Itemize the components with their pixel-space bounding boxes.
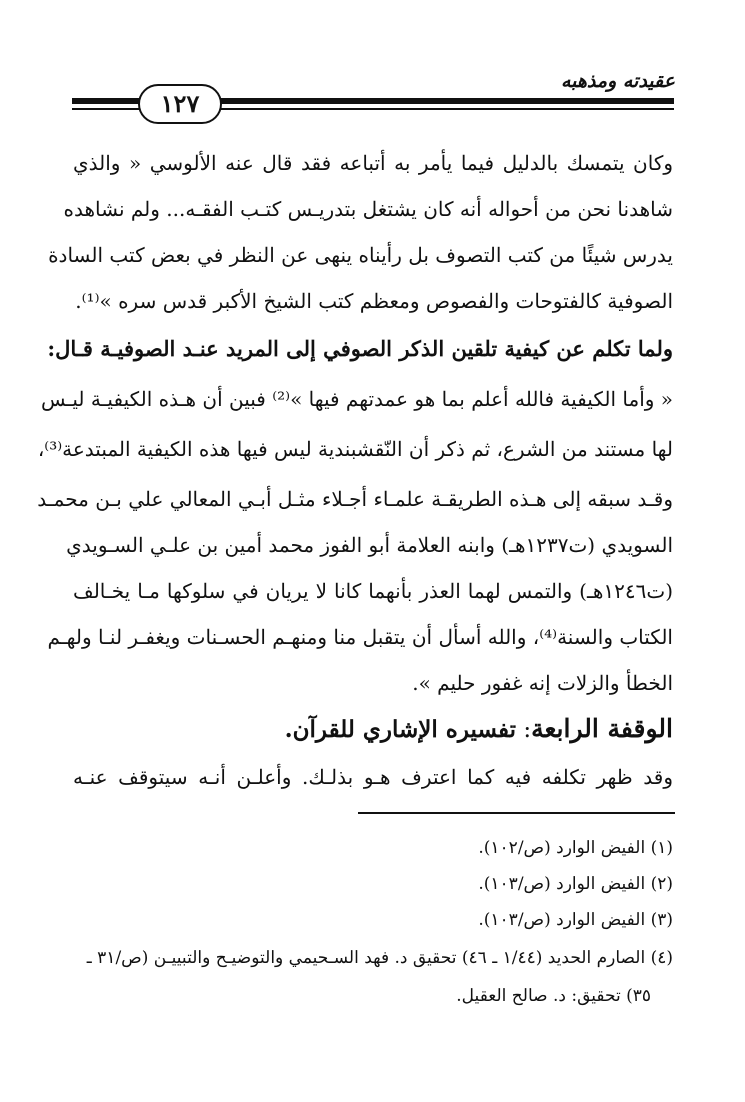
header-rule-right-thin [214,108,674,110]
body-line: لها مستند من الشرع، ثم ذكر أن النّقشبندية ليس فيها هذه الكيفية المبتدعة⁽³⁾، [37,437,673,461]
footnote: (٣) الفيض الوارد (ص/١٠٣). [478,910,673,930]
body-line: يدرس شيئًا من كتب التصوف بل رأيناه ينهى عن النظر في بعض كتب السادة [48,243,673,267]
body-line-bold: ولما تكلم عن كيفية تلقين الذكر الصوفي إلى المريد عنـد الصوفيـة قـال: [47,336,673,361]
body-line: شاهدنا نحن من أحواله أنه كان يشتغل بتدريـس كتـب الفقـه... ولم نشاهده [63,197,673,221]
section-heading [73,709,673,749]
body-line: (ت١٢٤٦هـ) والتمس لهما العذر بأنهما كانا لا يريان في سلوكها مـا يخـالف [73,579,673,603]
footnote-separator [358,812,675,814]
section-separator: : [516,717,532,743]
header-rule-right [214,98,674,104]
section-title: تفسيره الإشاري للقرآن. [284,716,517,743]
page-number: ١٢٧ [138,84,222,124]
footnote: (٢) الفيض الوارد (ص/١٠٣). [478,874,673,894]
body-line: وكان يتمسك بالدليل فيما يأمر به أتباعه فقد قال عنه الألوسي « والذي [73,151,673,175]
body-line: السويدي (ت١٢٣٧هـ) وابنه العلامة أبو الفوز محمد أمين بن علـي السـويدي [66,533,673,557]
body-line: الخطأ والزلات إنه غفور حليم ». [412,671,673,695]
body-line: الكتاب والسنة⁽⁴⁾، والله أسأل أن يتقبل منا ومنهـم الحسـنات ويغفـر لنـا ولهـم [47,625,673,649]
body-line: وقـد سبقه إلى هـذه الطريقـة علمـاء أجـلاء مثـل أبـي المعالي علي بـن محمـد [37,487,673,511]
running-title: عقيدته ومذهبه [560,70,675,92]
header-rule-left [72,98,142,104]
footnote: (١) الفيض الوارد (ص/١٠٢). [478,838,673,858]
section-label: الوقفة الرابعة [531,714,673,743]
body-line: « وأما الكيفية فالله أعلم بما هو عمدتهم فيها »⁽²⁾ فبين أن هـذه الكيفيـة ليـس [40,387,673,411]
footnote: (٤) الصارم الحديد (١/٤٤ ـ ٤٦) تحقيق د. فهد السـحيمي والتوضيـح والتبييـن (ص/٣١ ـ [86,948,673,968]
body-line: وقد ظهر تكلفه فيه كما اعترف هـو بذلـك. وأعلـن أنـه سيتوقف عنـه [73,765,673,789]
header-rule-left-thin [72,108,142,110]
body-line: الصوفية كالفتوحات والفصوص ومعظم كتب الشيخ الأكبر قدس سره »⁽¹⁾. [75,289,673,313]
footnote-continuation: ٣٥) تحقيق: د. صالح العقيل. [456,986,651,1006]
